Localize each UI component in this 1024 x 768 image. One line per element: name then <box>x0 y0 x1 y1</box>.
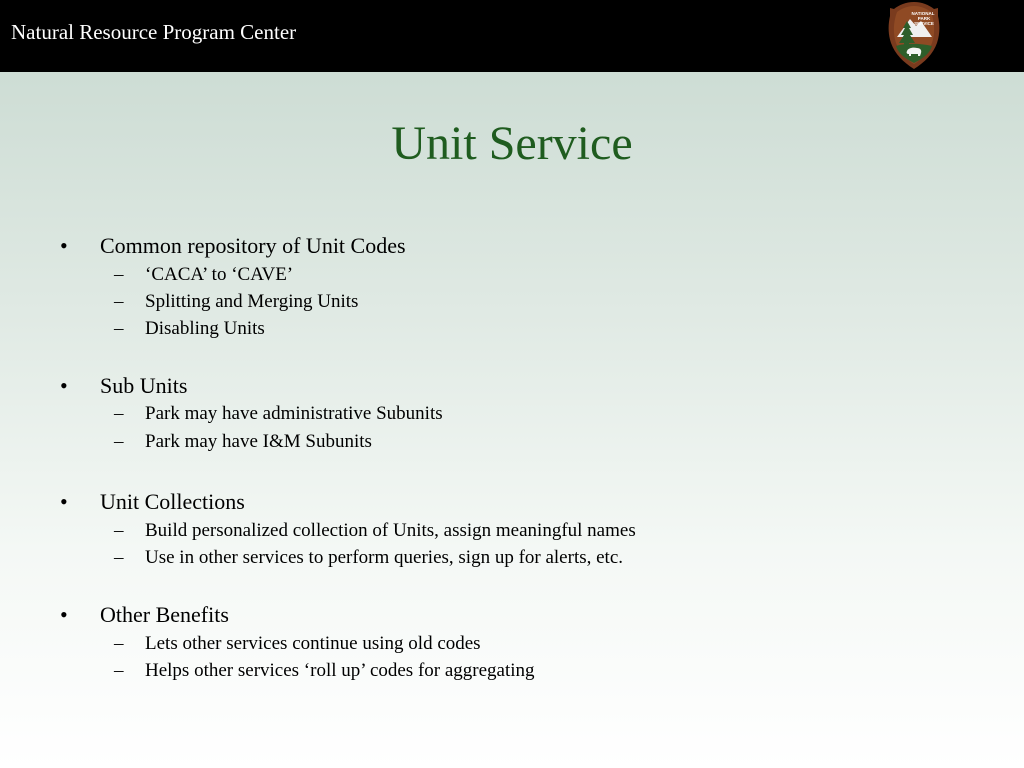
sub-bullet-text: Disabling Units <box>145 318 265 339</box>
sub-bullet-mark: – <box>114 431 124 452</box>
sub-bullet-text: ‘CACA’ to ‘CAVE’ <box>145 264 294 285</box>
sub-bullet-text: Splitting and Merging Units <box>145 291 359 312</box>
bullet-text: Sub Units <box>100 373 188 398</box>
bullet-mark: • <box>60 373 68 398</box>
sub-bullet-text: Use in other services to perform queries, sign up for alerts, etc. <box>145 547 624 568</box>
sub-bullet-mark: – <box>114 633 124 654</box>
sub-bullet-text: Lets other services continue using old codes <box>145 633 481 654</box>
sub-bullet-mark: – <box>114 520 124 541</box>
logo-text-line: NATIONAL <box>911 11 935 16</box>
bullet-mark: • <box>60 489 68 514</box>
nps-arrowhead-icon <box>886 1 942 70</box>
sub-bullet-mark: – <box>114 660 124 681</box>
sub-bullet-text: Helps other services ‘roll up’ codes for aggregating <box>145 660 535 681</box>
sub-bullet-text: Park may have I&M Subunits <box>145 431 372 452</box>
sub-bullet-text: Park may have administrative Subunits <box>145 403 443 424</box>
sub-bullet-mark: – <box>114 403 124 424</box>
sub-bullet-mark: – <box>114 547 124 568</box>
sub-bullet-mark: – <box>114 264 124 285</box>
bullet-mark: • <box>60 602 68 627</box>
logo-text-line: PARK <box>917 16 931 21</box>
sub-bullet-mark: – <box>114 291 124 312</box>
bullet-text: Other Benefits <box>100 602 229 627</box>
org-name: Natural Resource Program Center <box>11 20 297 44</box>
bullet-text: Common repository of Unit Codes <box>100 233 406 258</box>
header-bar <box>0 0 1024 72</box>
bullet-mark: • <box>60 233 68 258</box>
logo-text-line: SERVICE <box>914 21 934 26</box>
slide-title: Unit Service <box>391 117 633 170</box>
bullet-text: Unit Collections <box>100 489 245 514</box>
sub-bullet-text: Build personalized collection of Units, assign meaningful names <box>145 520 636 541</box>
sub-bullet-mark: – <box>114 318 124 339</box>
